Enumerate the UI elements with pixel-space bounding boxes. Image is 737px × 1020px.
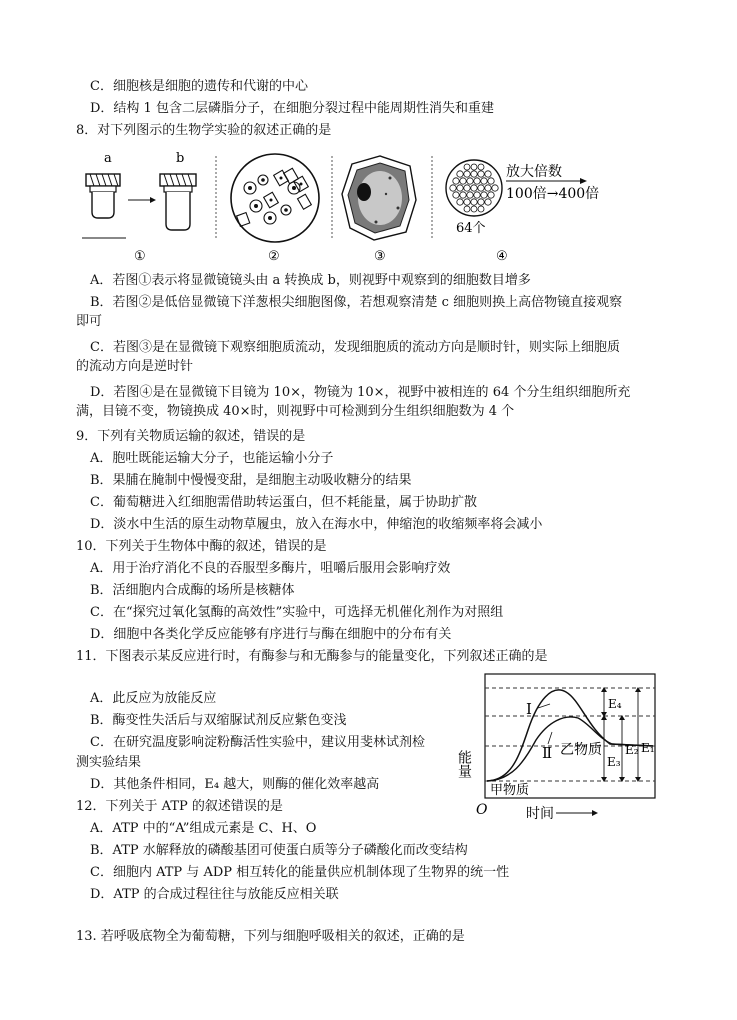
energy-diagram <box>456 670 660 822</box>
figure-1-lenses <box>82 151 196 264</box>
q11-stem: 11．下图表示某反应进行时，有酶参与和无酶参与的能量变化，下列叙述正确的是 <box>76 649 548 664</box>
q8-option-c-line1: C．若图③是在显微镜下观察细胞质流动，发现细胞质的流动方向是顺时针，则实际上细胞质 <box>90 340 620 355</box>
q8-figures <box>80 148 640 266</box>
lens-a-label: a <box>104 151 112 166</box>
q8-option-b-line2: 即可 <box>76 314 103 329</box>
q11-option-c-line1: C．在研究温度影响淀粉酶活性实验中，建议用斐林试剂检 <box>90 735 425 750</box>
magnification-change: 100倍→400倍 <box>506 186 600 202</box>
e2-label: E₂ <box>625 743 639 757</box>
q10-option-b: B．活细胞内合成酶的场所是核糖体 <box>90 583 295 598</box>
figure-2-number: ② <box>268 249 280 264</box>
magnification-title: 放大倍数 <box>506 164 562 180</box>
figure-4-number: ④ <box>496 249 508 264</box>
q12-stem: 12．下列关于 ATP 的叙述错误的是 <box>76 799 283 814</box>
q12-option-c: C．细胞内 ATP 与 ADP 相互转化的能量供应机制体现了生物界的统一性 <box>90 865 510 880</box>
q12-option-a: A．ATP 中的“A”组成元素是 C、H、O <box>90 821 317 836</box>
q8-option-b-line1: B．若图②是低倍显微镜下洋葱根尖细胞图像，若想观察清楚 c 细胞则换上高倍物镜直接观察 <box>90 295 623 310</box>
e1-label: E₁ <box>641 741 655 755</box>
prev-option-c: C．细胞核是细胞的遗传和代谢的中心 <box>90 79 308 94</box>
figure-1-number: ① <box>134 249 146 264</box>
figure-2-root-tip <box>231 154 319 264</box>
q9-option-a: A．胞吐既能运输大分子，也能运输小分子 <box>90 451 334 466</box>
q10-option-d: D．细胞中各类化学反应能够有序进行与酶在细胞中的分布有关 <box>90 627 452 642</box>
e4-label: E₄ <box>608 697 622 711</box>
q11-option-b: B．酶变性失活后与双缩脲试剂反应紫色变浅 <box>90 713 347 728</box>
q13-stem: 13. 若呼吸底物全为葡萄糖，下列与细胞呼吸相关的叙述，正确的是 <box>76 929 465 944</box>
q11-option-a: A．此反应为放能反应 <box>90 691 217 706</box>
origin-label: O <box>476 802 488 818</box>
q12-option-b: B．ATP 水解释放的磷酸基团可使蛋白质等分子磷酸化而改变结构 <box>90 843 468 858</box>
figure-3-number: ③ <box>374 249 386 264</box>
q9-stem: 9．下列有关物质运输的叙述，错误的是 <box>76 429 306 444</box>
product-label: 乙物质 <box>560 742 602 758</box>
q8-stem: 8．对下列图示的生物学实验的叙述正确的是 <box>76 123 332 138</box>
figure-3-plant-cell <box>342 156 416 264</box>
q8-option-c-line2: 的流动方向是逆时针 <box>76 359 194 374</box>
y-axis-label-char1: 能量 <box>456 750 472 778</box>
curve-1-label: Ⅰ <box>526 700 532 718</box>
e3-label: E₃ <box>607 755 621 769</box>
q10-option-a: A．用于治疗消化不良的吞服型多酶片，咀嚼后服用会影响疗效 <box>90 561 451 576</box>
q9-option-b: B．果脯在腌制中慢慢变甜，是细胞主动吸收糖分的结果 <box>90 473 412 488</box>
cell-count-label: 64个 <box>456 221 486 236</box>
q9-option-c: C．葡萄糖进入红细胞需借助转运蛋白，但不耗能量，属于协助扩散 <box>90 495 477 510</box>
figure-4-cell-field <box>446 160 599 264</box>
q8-option-a: A．若图①表示将显微镜镜头由 a 转换成 b，则视野中观察到的细胞数目增多 <box>90 273 531 288</box>
lens-b-label: b <box>176 151 185 166</box>
q8-option-d-line1: D．若图④是在显微镜下目镜为 10×，物镜为 10×，视野中被相连的 64 个分生组织细胞所充 <box>90 385 631 400</box>
q11-option-d: D．其他条件相同，E₄ 越大，则酶的催化效率越高 <box>90 777 380 792</box>
q11-option-c-line2: 测实验结果 <box>76 755 142 770</box>
prev-option-d: D．结构 1 包含二层磷脂分子，在细胞分裂过程中能周期性消失和重建 <box>90 101 494 116</box>
reactant-label: 甲物质 <box>490 783 530 798</box>
q12-option-d: D．ATP 的合成过程往往与放能反应相关联 <box>90 887 339 902</box>
q9-option-d: D．淡水中生活的原生动物草履虫，放入在海水中，伸缩泡的收缩频率将会减小 <box>90 517 543 532</box>
q10-stem: 10．下列关于生物体中酶的叙述，错误的是 <box>76 539 327 554</box>
x-axis-label: 时间 <box>526 806 554 822</box>
q10-option-c: C．在“探究过氧化氢酶的高效性”实验中，可选择无机催化剂作为对照组 <box>90 605 504 620</box>
curve-2-label: Ⅱ <box>542 744 553 762</box>
q8-option-d-line2: 满，目镜不变，物镜换成 40×时，则视野中可检测到分生组织细胞数为 4 个 <box>76 404 515 419</box>
